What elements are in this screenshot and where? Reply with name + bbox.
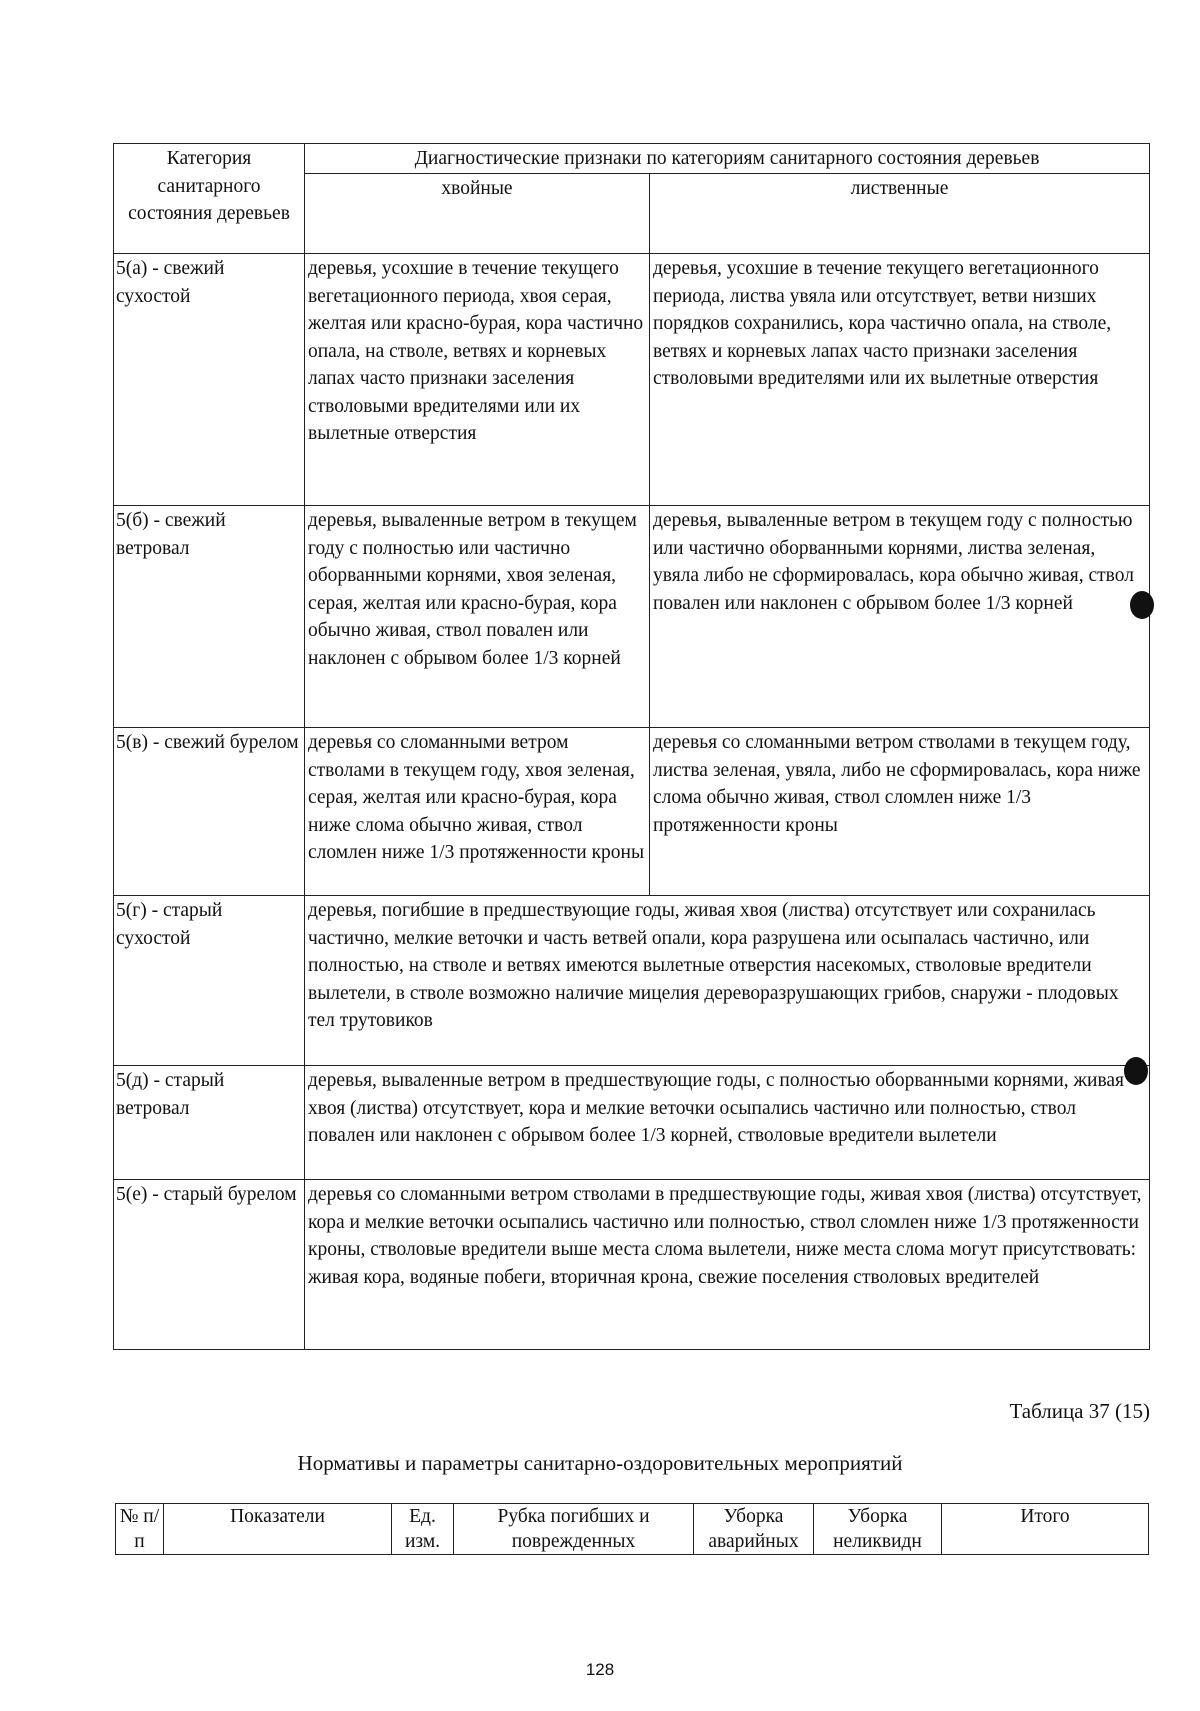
- column-header: № п/п: [116, 1504, 164, 1555]
- ink-blot: [1124, 1057, 1148, 1085]
- category-cell: 5(д) - старый ветровал: [114, 1066, 305, 1180]
- header-deciduous: лиственные: [650, 173, 1150, 254]
- table-header-row: [116, 1504, 1149, 1555]
- description-cell: деревья со сломанными ветром стволами в предшествующие годы, живая хвоя (листва) отсутствует, кора и мелкие веточки осыпались частично или полностью, ствол сломлен ниже 1/3 протяженности кроны, стволовые вредители выше места слома вылетели, ниже места слома могут присутствовать: живая кора, водяные побеги, вторичная крона, свежие поселения стволовых вредителей: [305, 1180, 1150, 1350]
- category-cell: 5(б) - свежий ветровал: [114, 506, 305, 728]
- category-cell: 5(а) - свежий сухостой: [114, 254, 305, 506]
- table-row: [114, 1066, 1150, 1180]
- header-category: Категория санитарного состояния деревьев: [114, 144, 305, 254]
- deciduous-cell: деревья, вываленные ветром в текущем году с полностью или частично оборванными корнями, листва зеленая, увяла либо не сформировалась, кора обычно живая, ствол повален или наклонен с обрывом более 1/3 корней: [650, 506, 1150, 728]
- column-header: Показатели: [164, 1504, 392, 1555]
- header-conifer: хвойные: [305, 173, 650, 254]
- conifer-cell: деревья, вываленные ветром в текущем году с полностью или частично оборванными корнями, хвоя зеленая, серая, желтая или красно-бурая, кора обычно живая, ствол повален или наклонен с обрывом более 1/3 корней: [305, 506, 650, 728]
- table-row: [114, 896, 1150, 1066]
- category-cell: 5(е) - старый бурелом: [114, 1180, 305, 1350]
- table-title: Нормативы и параметры санитарно-оздоровительных мероприятий: [297, 1451, 903, 1475]
- header-diagnostic: Диагностические признаки по категориям санитарного состояния деревьев: [305, 144, 1150, 174]
- page-number: 128: [585, 1660, 615, 1679]
- deciduous-cell: деревья, усохшие в течение текущего вегетационного периода, листва увяла или отсутствует, ветви низших порядков сохранились, кора частично опала, на стволе, ветвях и корневых лапах часто признаки заселения стволовыми вредителями или их вылетные отверстия: [650, 254, 1150, 506]
- column-header: Уборка аварийных: [694, 1504, 814, 1555]
- category-cell: 5(в) - свежий бурелом: [114, 728, 305, 896]
- column-header: Итого: [942, 1504, 1149, 1555]
- column-header: Ед. изм.: [392, 1504, 454, 1555]
- table-row: [114, 728, 1150, 896]
- description-cell: деревья, вываленные ветром в предшествующие годы, с полностью оборванными корнями, живая хвоя (листва) отсутствует, кора и мелкие веточки осыпались частично или полностью, ствол повален или наклонен с обрывом более 1/3 корней, стволовые вредители вылетели: [305, 1066, 1150, 1180]
- table-row: [114, 254, 1150, 506]
- category-cell: 5(г) - старый сухостой: [114, 896, 305, 1066]
- description-cell: деревья, погибшие в предшествующие годы, живая хвоя (листва) отсутствует или сохранилась частично, мелкие веточки и часть ветвей опали, кора разрушена или осыпалась частично, или полностью, на стволе и ветвях имеются вылетные отверстия насекомых, стволовые вредители вылетели, в стволе возможно наличие мицелия дереворазрушающих грибов, снаружи - плодовых тел трутовиков: [305, 896, 1150, 1066]
- deciduous-cell: деревья со сломанными ветром стволами в текущем году, листва зеленая, увяла, либо не сформировалась, кора ниже слома обычно живая, ствол сломлен ниже 1/3 протяженности кроны: [650, 728, 1150, 896]
- conifer-cell: деревья со сломанными ветром стволами в текущем году, хвоя зеленая, серая, желтая или красно-бурая, кора ниже слома обычно живая, ствол сломлен ниже 1/3 протяженности кроны: [305, 728, 650, 896]
- column-header: Уборка неликвидн: [814, 1504, 942, 1555]
- sanitary-measures-table: [115, 1503, 1149, 1555]
- table-number: Таблица 37 (15): [1009, 1399, 1150, 1423]
- column-header: Рубка погибших и поврежденных: [454, 1504, 694, 1555]
- table-row: [114, 506, 1150, 728]
- conifer-cell: деревья, усохшие в течение текущего вегетационного периода, хвоя серая, желтая или красно-бурая, кора частично опала, на стволе, ветвях и корневых лапах часто признаки заселения стволовыми вредителями или их вылетные отверстия: [305, 254, 650, 506]
- sanitary-category-table: [113, 143, 1150, 1350]
- table-row: [114, 1180, 1150, 1350]
- ink-blot: [1130, 591, 1154, 619]
